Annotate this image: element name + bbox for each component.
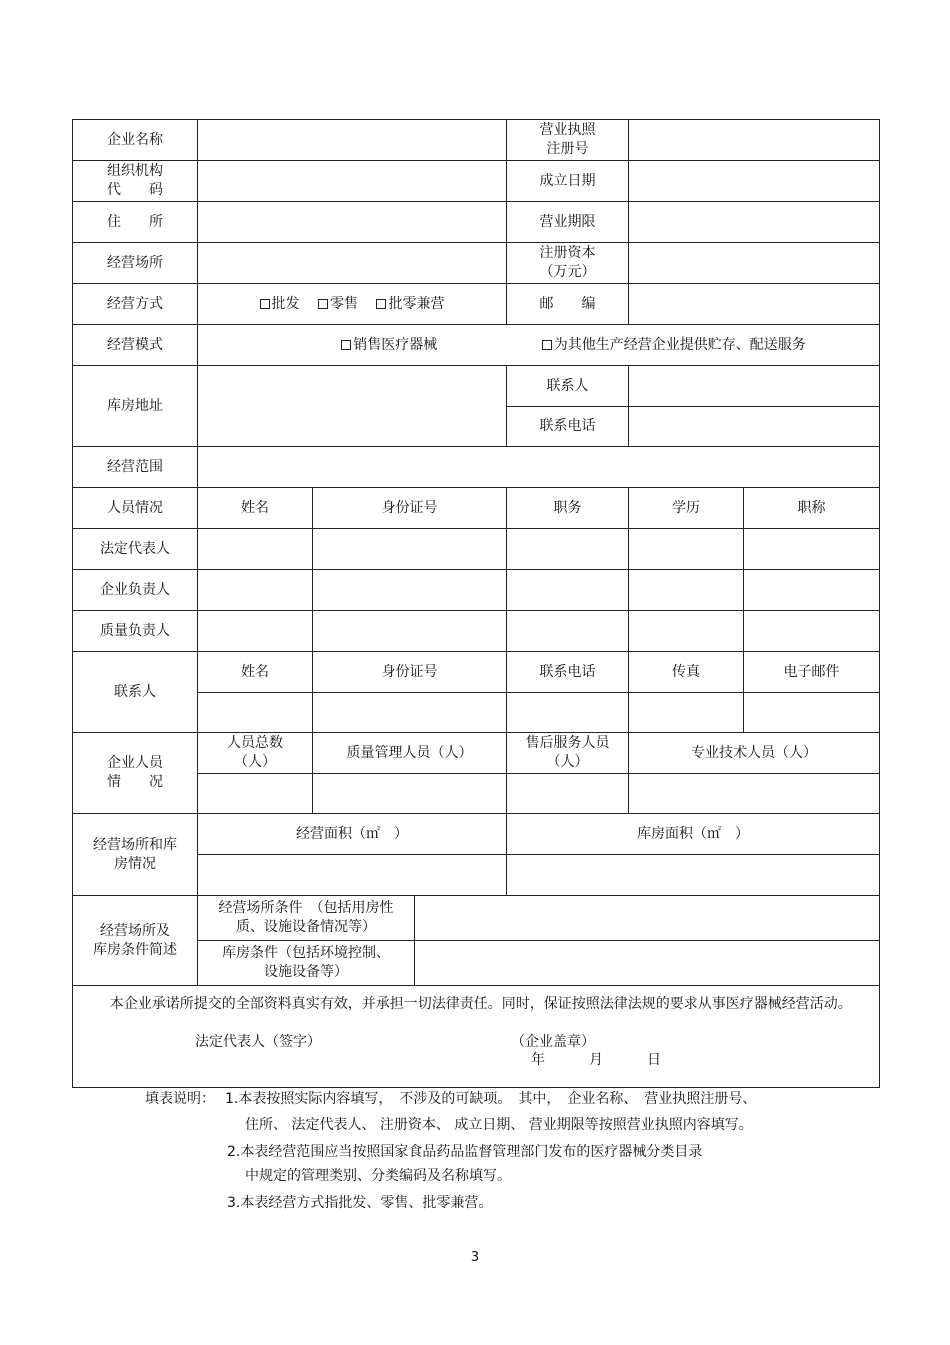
contact-phone-field[interactable] bbox=[629, 407, 880, 447]
quality-head-id-field[interactable] bbox=[313, 611, 507, 652]
contact-phone-value-field[interactable] bbox=[507, 693, 629, 733]
capital-field[interactable] bbox=[629, 243, 880, 284]
date-month-label: 月 bbox=[589, 1052, 603, 1068]
contact-header-email: 电子邮件 bbox=[744, 652, 880, 693]
area-premises-field[interactable] bbox=[198, 855, 507, 896]
established-field[interactable] bbox=[629, 161, 880, 202]
row-company-name bbox=[73, 120, 880, 161]
head-label: 企业负责人 bbox=[73, 570, 198, 611]
staff-technical-field[interactable] bbox=[629, 774, 880, 814]
quality-head-education-field[interactable] bbox=[629, 611, 744, 652]
org-code-label: 组织机构 代 码 bbox=[73, 161, 198, 202]
checkbox-icon[interactable] bbox=[376, 299, 386, 309]
premises-conditions-field[interactable] bbox=[415, 896, 880, 941]
mode-option-wholesale[interactable]: 批发 bbox=[260, 295, 300, 314]
commitment-cell bbox=[73, 986, 880, 1088]
legal-rep-id-field[interactable] bbox=[313, 529, 507, 570]
legal-rep-title-field[interactable] bbox=[507, 529, 629, 570]
contact-person-label: 联系人 bbox=[507, 366, 629, 407]
row-scope bbox=[73, 447, 880, 488]
head-id-field[interactable] bbox=[313, 570, 507, 611]
row-premises bbox=[73, 243, 880, 284]
page-number: 3 bbox=[470, 1250, 480, 1265]
row-pattern bbox=[73, 325, 880, 366]
staff-header-technical: 专业技术人员（人） bbox=[629, 733, 880, 774]
pattern-options bbox=[198, 325, 880, 366]
note-item-1-cont: 住所、 法定代表人、 注册资本、 成立日期、 营业期限等按照营业执照内容填写。 bbox=[245, 1117, 753, 1133]
quality-head-label: 质量负责人 bbox=[73, 611, 198, 652]
staff-label: 企业人员 情 况 bbox=[73, 733, 198, 814]
seal-label: （企业盖章） bbox=[511, 1034, 595, 1050]
contact-header-phone: 联系电话 bbox=[507, 652, 629, 693]
personnel-header-title: 职务 bbox=[507, 488, 629, 529]
business-term-field[interactable] bbox=[629, 202, 880, 243]
staff-header-quality: 质量管理人员（人） bbox=[313, 733, 507, 774]
pattern-option-storage[interactable]: 为其他生产经营企业提供贮存、配送服务 bbox=[542, 336, 806, 355]
pattern-label: 经营模式 bbox=[73, 325, 198, 366]
contact-fax-field[interactable] bbox=[629, 693, 744, 733]
pattern-option-sales[interactable]: 销售医疗器械 bbox=[341, 336, 437, 355]
commitment-text: 本企业承诺所提交的全部资料真实有效，并承担一切法律责任。同时，保证按照法律法规的要求从事医疗器械经营活动。 bbox=[109, 996, 852, 1012]
quality-head-name-field[interactable] bbox=[198, 611, 313, 652]
legal-rep-name-field[interactable] bbox=[198, 529, 313, 570]
personnel-label: 人员情况 bbox=[73, 488, 198, 529]
contact-header-name: 姓名 bbox=[198, 652, 313, 693]
address-label: 住 所 bbox=[73, 202, 198, 243]
contact-header-fax: 传真 bbox=[629, 652, 744, 693]
license-no-label: 营业执照 注册号 bbox=[507, 120, 629, 161]
scope-label: 经营范围 bbox=[73, 447, 198, 488]
head-title-field[interactable] bbox=[507, 570, 629, 611]
checkbox-icon[interactable] bbox=[318, 299, 328, 309]
premises-label: 经营场所 bbox=[73, 243, 198, 284]
row-contact-header bbox=[73, 652, 880, 693]
postcode-label: 邮 编 bbox=[507, 284, 629, 325]
area-warehouse-field[interactable] bbox=[507, 855, 880, 896]
area-label: 经营场所和库 房情况 bbox=[73, 814, 198, 896]
application-form-table bbox=[72, 119, 880, 1088]
contact-id-field[interactable] bbox=[313, 693, 507, 733]
license-no-field[interactable] bbox=[629, 120, 880, 161]
notes-prefix: 填表说明： bbox=[145, 1091, 215, 1107]
head-name-field[interactable] bbox=[198, 570, 313, 611]
warehouse-conditions-label: 库房条件（包括环境控制、 设施设备等） bbox=[198, 941, 415, 986]
date-year-label: 年 bbox=[531, 1052, 545, 1068]
row-legal-rep bbox=[73, 529, 880, 570]
mode-option-retail[interactable]: 零售 bbox=[318, 295, 358, 314]
row-quality-head bbox=[73, 611, 880, 652]
legal-rep-label: 法定代表人 bbox=[73, 529, 198, 570]
head-education-field[interactable] bbox=[629, 570, 744, 611]
mode-option-both[interactable]: 批零兼营 bbox=[376, 295, 444, 314]
note-item-3: 3.本表经营方式指批发、零售、批零兼营。 bbox=[227, 1195, 493, 1211]
contact-label: 联系人 bbox=[73, 652, 198, 733]
contact-name-field[interactable] bbox=[198, 693, 313, 733]
warehouse-label: 库房地址 bbox=[73, 366, 198, 447]
signature-area bbox=[79, 1015, 873, 1068]
contact-email-field[interactable] bbox=[744, 693, 880, 733]
conditions-label: 经营场所及 库房条件简述 bbox=[73, 896, 198, 986]
warehouse-field[interactable] bbox=[198, 366, 507, 447]
date-day-label: 日 bbox=[647, 1052, 661, 1068]
row-mode bbox=[73, 284, 880, 325]
head-rank-field[interactable] bbox=[744, 570, 880, 611]
checkbox-icon[interactable] bbox=[260, 299, 270, 309]
area-header-warehouse: 库房面积（㎡ ） bbox=[507, 814, 880, 855]
checkbox-icon[interactable] bbox=[542, 340, 552, 350]
premises-conditions-label: 经营场所条件 （包括用房性 质、设施设备情况等） bbox=[198, 896, 415, 941]
legal-rep-education-field[interactable] bbox=[629, 529, 744, 570]
quality-head-rank-field[interactable] bbox=[744, 611, 880, 652]
postcode-field[interactable] bbox=[629, 284, 880, 325]
row-commitment bbox=[73, 986, 880, 1088]
row-address bbox=[73, 202, 880, 243]
premises-field[interactable] bbox=[198, 243, 507, 284]
quality-head-title-field[interactable] bbox=[507, 611, 629, 652]
staff-header-aftersales: 售后服务人员 （人） bbox=[507, 733, 629, 774]
personnel-header-education: 学历 bbox=[629, 488, 744, 529]
legal-rep-rank-field[interactable] bbox=[744, 529, 880, 570]
personnel-header-rank: 职称 bbox=[744, 488, 880, 529]
row-staff-header bbox=[73, 733, 880, 774]
contact-person-field[interactable] bbox=[629, 366, 880, 407]
staff-aftersales-field[interactable] bbox=[507, 774, 629, 814]
org-code-field[interactable] bbox=[198, 161, 507, 202]
staff-quality-field[interactable] bbox=[313, 774, 507, 814]
personnel-header-id: 身份证号 bbox=[313, 488, 507, 529]
row-personnel-header bbox=[73, 488, 880, 529]
checkbox-icon[interactable] bbox=[341, 340, 351, 350]
company-name-field[interactable] bbox=[198, 120, 507, 161]
staff-total-field[interactable] bbox=[198, 774, 313, 814]
row-area-header bbox=[73, 814, 880, 855]
date-line bbox=[531, 1051, 705, 1070]
business-term-label: 营业期限 bbox=[507, 202, 629, 243]
established-label: 成立日期 bbox=[507, 161, 629, 202]
contact-phone-label: 联系电话 bbox=[507, 407, 629, 447]
row-org-code bbox=[73, 161, 880, 202]
mode-options bbox=[198, 284, 507, 325]
row-head bbox=[73, 570, 880, 611]
row-warehouse-1 bbox=[73, 366, 880, 407]
note-item-2: 2.本表经营范围应当按照国家食品药品监督管理部门发布的医疗器械分类目录 bbox=[227, 1144, 703, 1160]
signature-label: 法定代表人（签字） bbox=[195, 1034, 321, 1050]
personnel-header-name: 姓名 bbox=[198, 488, 313, 529]
contact-header-id: 身份证号 bbox=[313, 652, 507, 693]
row-conditions-1 bbox=[73, 896, 880, 941]
capital-label: 注册资本 （万元） bbox=[507, 243, 629, 284]
company-name-label: 企业名称 bbox=[73, 120, 198, 161]
note-item-2-cont: 中规定的管理类别、分类编码及名称填写。 bbox=[245, 1168, 511, 1184]
scope-field[interactable] bbox=[198, 447, 880, 488]
address-field[interactable] bbox=[198, 202, 507, 243]
mode-label: 经营方式 bbox=[73, 284, 198, 325]
staff-header-total: 人员总数 （人） bbox=[198, 733, 313, 774]
note-item-1: 1.本表按照实际内容填写， 不涉及的可缺项。 其中， 企业名称、 营业执照注册号、 bbox=[225, 1091, 757, 1107]
warehouse-conditions-field[interactable] bbox=[415, 941, 880, 986]
area-header-premises: 经营面积（㎡ ） bbox=[198, 814, 507, 855]
